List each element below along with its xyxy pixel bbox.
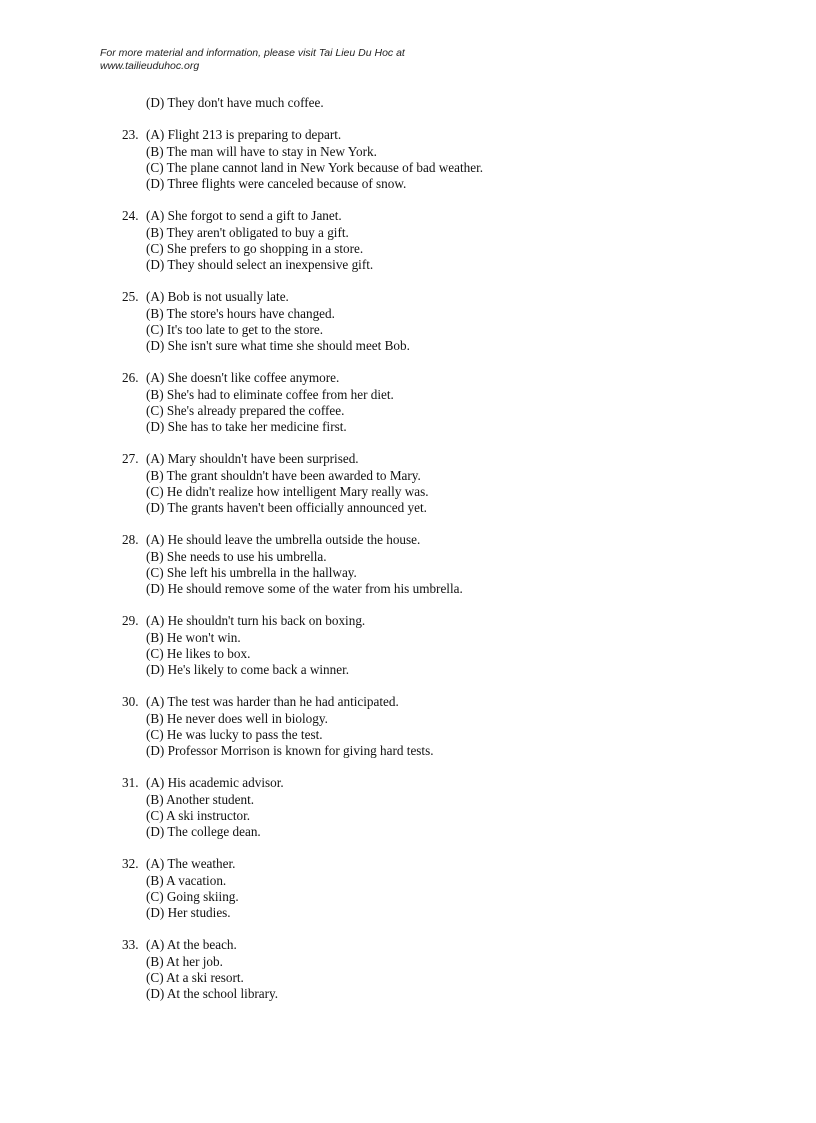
answer-option: (B) At her job. <box>146 953 223 969</box>
answer-option: (B) She's had to eliminate coffee from her diet. <box>146 386 394 402</box>
answer-option: (A) The test was harder than he had anticipated. <box>146 694 399 710</box>
question-number: 31. <box>122 775 139 791</box>
page-header <box>100 47 405 73</box>
answer-option: (B) The man will have to stay in New York. <box>146 143 377 159</box>
answer-option: (B) He won't win. <box>146 629 241 645</box>
question-first-line <box>122 694 722 710</box>
question-number: 25. <box>122 289 139 305</box>
question-first-line <box>122 856 722 872</box>
question-first-line <box>122 937 722 953</box>
question-block <box>122 370 722 435</box>
answer-option: (D) They should select an inexpensive gift. <box>146 257 374 272</box>
question-number: 23. <box>122 127 139 143</box>
question-number: 26. <box>122 370 139 386</box>
question-block <box>122 532 722 597</box>
answer-option: (B) Another student. <box>146 791 255 807</box>
answer-option: (A) Flight 213 is preparing to depart. <box>146 127 342 143</box>
answer-option: (C) He was lucky to pass the test. <box>146 726 323 742</box>
answer-option: (C) She left his umbrella in the hallway. <box>146 564 357 580</box>
answer-option: (C) He didn't realize how intelligent Mary really was. <box>146 483 429 499</box>
question-number: 32. <box>122 856 139 872</box>
question-block <box>122 208 722 273</box>
answer-option: (B) She needs to use his umbrella. <box>146 548 327 564</box>
question-first-line <box>122 451 722 467</box>
question-number: 33. <box>122 937 139 953</box>
header-text: For more material and information, please visit Tai Lieu Du Hoc at <box>100 47 405 59</box>
answer-option: (A) Bob is not usually late. <box>146 289 289 305</box>
question-number: 27. <box>122 451 139 467</box>
question-block <box>122 856 722 921</box>
question-block <box>122 937 722 1002</box>
answer-option: (A) At the beach. <box>146 937 237 953</box>
answer-option: (D) The college dean. <box>146 824 261 839</box>
answer-option: (C) She prefers to go shopping in a store. <box>146 240 364 256</box>
question-block <box>122 451 722 516</box>
answer-option: (B) The grant shouldn't have been awarded to Mary. <box>146 467 421 483</box>
question-block <box>122 289 722 354</box>
answer-option: (C) At a ski resort. <box>146 969 244 985</box>
question-number: 29. <box>122 613 139 629</box>
answer-option: (C) A ski instructor. <box>146 807 251 823</box>
question-first-line <box>122 370 722 386</box>
header-url: www.tailieuduhoc.org <box>100 60 200 72</box>
answer-option: (B) The store's hours have changed. <box>146 305 335 321</box>
continued-option: (D) They don't have much coffee. <box>146 95 324 110</box>
question-block <box>122 775 722 840</box>
answer-option: (D) He should remove some of the water from his umbrella. <box>146 581 463 596</box>
answer-option: (B) He never does well in biology. <box>146 710 328 726</box>
question-first-line <box>122 127 722 143</box>
answer-option: (D) He's likely to come back a winner. <box>146 662 350 677</box>
question-first-line <box>122 289 722 305</box>
question-first-line <box>122 208 722 224</box>
question-block <box>122 127 722 192</box>
answer-option: (D) Three flights were canceled because of snow. <box>146 176 407 191</box>
question-number: 24. <box>122 208 139 224</box>
answer-option: (D) She isn't sure what time she should meet Bob. <box>146 338 410 353</box>
answer-option: (C) He likes to box. <box>146 645 251 661</box>
question-block <box>122 694 722 759</box>
answer-option: (D) Her studies. <box>146 905 231 920</box>
answer-option: (A) She forgot to send a gift to Janet. <box>146 208 342 224</box>
answer-option: (C) The plane cannot land in New York because of bad weather. <box>146 159 484 175</box>
answer-option: (B) A vacation. <box>146 872 227 888</box>
answer-option: (B) They aren't obligated to buy a gift. <box>146 224 349 240</box>
answer-option: (D) The grants haven't been officially announced yet. <box>146 500 427 515</box>
question-block <box>122 613 722 678</box>
question-first-line <box>122 775 722 791</box>
question-first-line <box>122 532 722 548</box>
answer-option: (D) At the school library. <box>146 986 279 1001</box>
answer-option: (D) She has to take her medicine first. <box>146 419 347 434</box>
answer-option: (A) His academic advisor. <box>146 775 284 791</box>
answer-option: (D) Professor Morrison is known for giving hard tests. <box>146 743 434 758</box>
question-first-line <box>122 613 722 629</box>
answer-option: (A) He should leave the umbrella outside the house. <box>146 532 421 548</box>
question-number: 28. <box>122 532 139 548</box>
question-number: 30. <box>122 694 139 710</box>
answer-option: (A) She doesn't like coffee anymore. <box>146 370 340 386</box>
answer-option: (C) She's already prepared the coffee. <box>146 402 345 418</box>
answer-option: (A) He shouldn't turn his back on boxing. <box>146 613 366 629</box>
question-list <box>122 95 722 1002</box>
answer-option: (C) Going skiing. <box>146 888 239 904</box>
answer-option: (A) Mary shouldn't have been surprised. <box>146 451 359 467</box>
answer-option: (C) It's too late to get to the store. <box>146 321 324 337</box>
answer-option: (A) The weather. <box>146 856 236 872</box>
